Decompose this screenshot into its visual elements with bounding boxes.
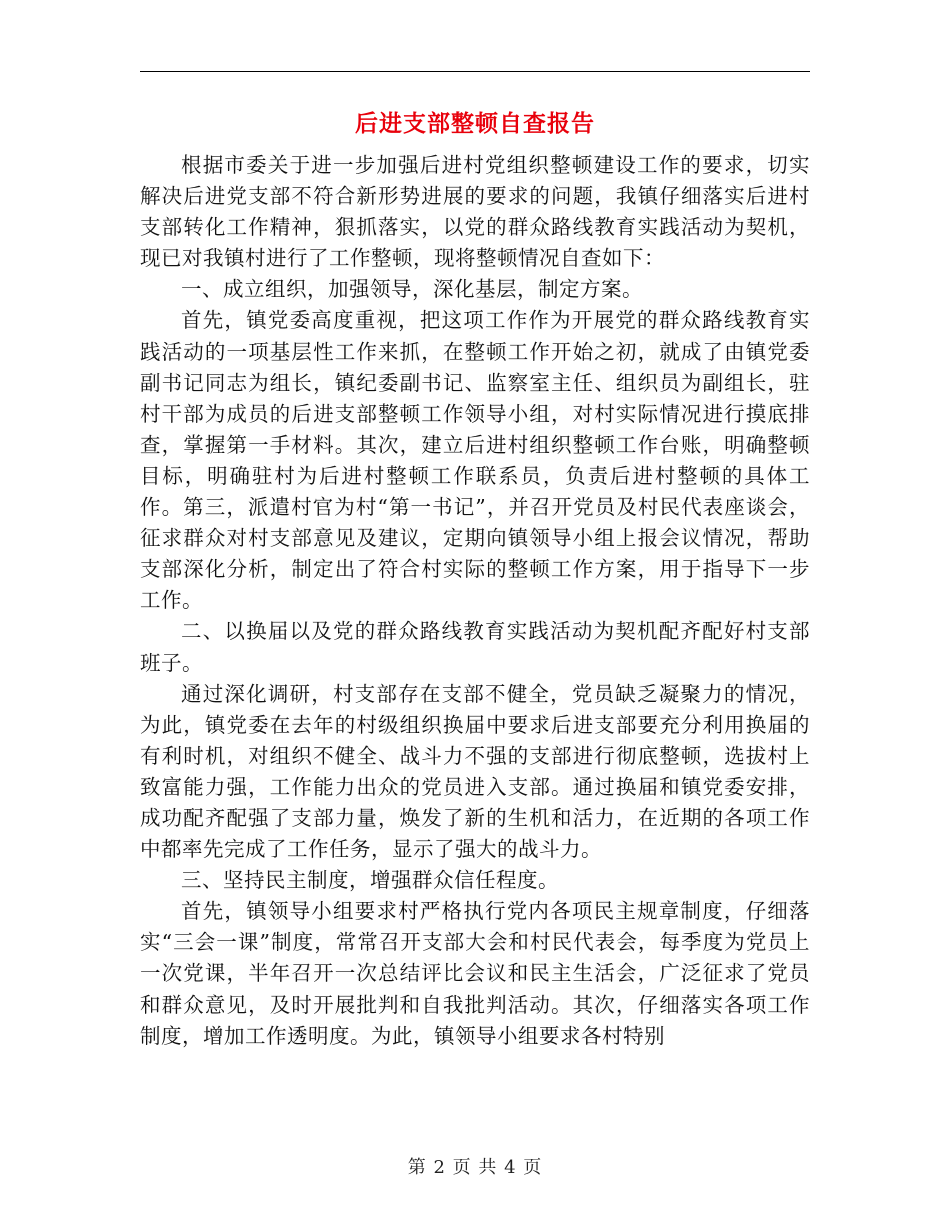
paragraph-section-2: 通过深化调研，村支部存在支部不健全，党员缺乏凝聚力的情况，为此，镇党委在去年的村级组织换届中要求后进支部要充分利用换届的有利时机，对组织不健全、战斗力不强的支部进行彻底整顿，选拔村上致富能力强，工作能力出众的党员进入支部。通过换届和镇党委安排，成功配齐配强了支部力量，焕发了新的生机和活力，在近期的各项工作中都率先完成了工作任务，显示了强大的战斗力。 (140, 681, 810, 862)
page-number: 第 2 页 共 4 页 (407, 1157, 543, 1178)
section-heading-3: 三、坚持民主制度，增强群众信任程度。 (181, 868, 559, 893)
section-heading-1: 一、成立组织，加强领导，深化基层，制定方案。 (181, 277, 643, 302)
paragraph-section-1: 首先，镇党委高度重视，把这项工作作为开展党的群众路线教育实践活动的一项基层性工作来抓，在整顿工作开始之初，就成了由镇党委副书记同志为组长，镇纪委副书记、监察室主任、组织员为副组长，驻村干部为成员的后进支部整顿工作领导小组，对村实际情况进行摸底排查，掌握第一手材料。其次，建立后进村组织整顿工作台账，明确整顿目标，明确驻村为后进村整顿工作联系员，负责后进村整顿的具体工作。第三，派遣村官为村“第一书记”，并召开党员及村民代表座谈会，征求群众对村支部意见及建议，定期向镇领导小组上报会议情况，帮助支部深化分析，制定出了符合村实际的整顿工作方案，用于指导下一步工作。 (140, 308, 810, 613)
document-title: 后进支部整顿自查报告 (355, 110, 595, 137)
section-heading-2: 二、以换届以及党的群众路线教育实践活动为契机配齐配好村支部班子。 (140, 619, 810, 675)
header-rule (140, 71, 810, 72)
document-body (140, 150, 810, 1052)
paragraph-section-3: 首先，镇领导小组要求村严格执行党内各项民主规章制度，仔细落实“三会一课”制度，常常召开支部大会和村民代表会，每季度为党员上一次党课，半年召开一次总结评比会议和民主生活会，广泛征求了党员和群众意见，及时开展批判和自我批判活动。其次，仔细落实各项工作制度，增加工作透明度。为此，镇领导小组要求各村特别 (140, 899, 810, 1048)
paragraph-intro: 根据市委关于进一步加强后进村党组织整顿建设工作的要求，切实解决后进党支部不符合新形势进展的要求的问题，我镇仔细落实后进村支部转化工作精神，狠抓落实，以党的群众路线教育实践活动为契机，现已对我镇村进行了工作整顿，现将整顿情况自查如下： (140, 153, 810, 271)
